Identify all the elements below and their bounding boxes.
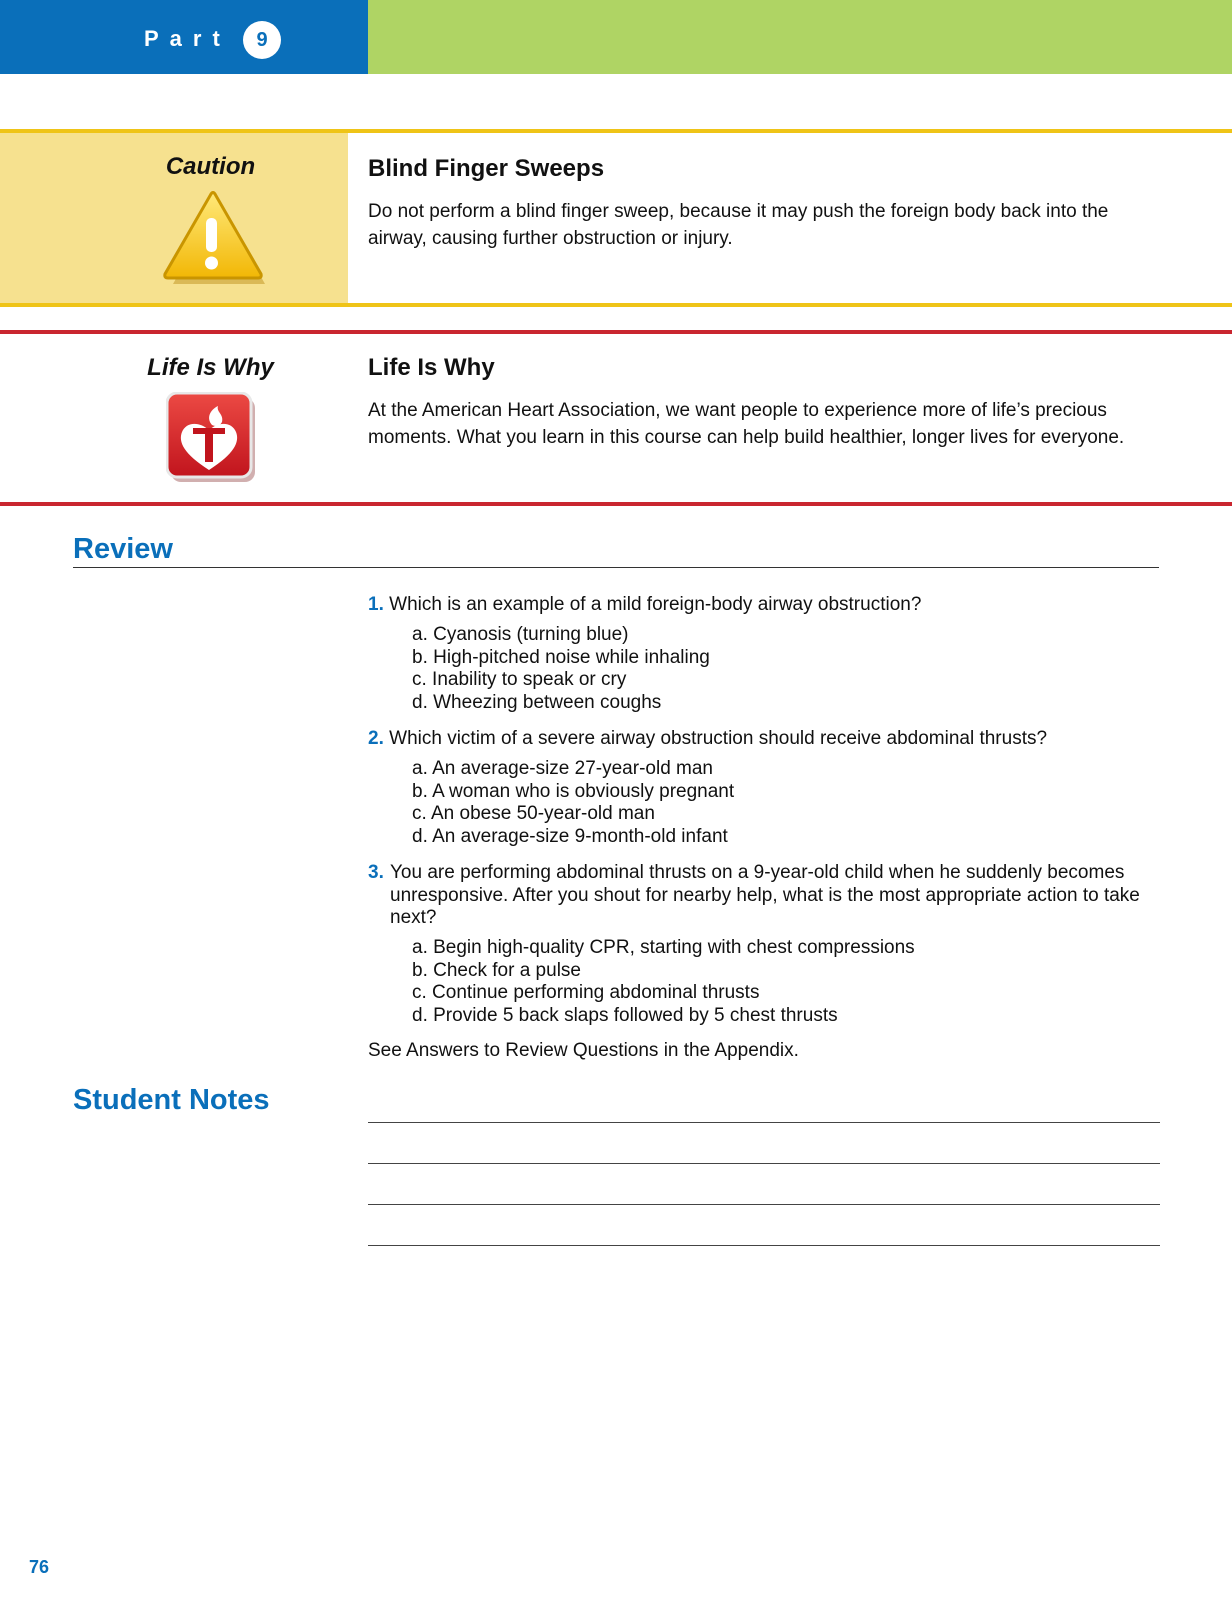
option: d. Wheezing between coughs (412, 691, 662, 713)
question-1-options (412, 624, 710, 714)
option: d. Provide 5 back slaps followed by 5 chest thrusts (412, 1004, 838, 1026)
question-2-options (412, 758, 734, 848)
option: c. An obese 50-year-old man (412, 803, 655, 824)
option: a. An average-size 27-year-old man (412, 758, 713, 779)
question-text: Which victim of a severe airway obstruction should receive abdominal thrusts? (389, 728, 1048, 749)
life-is-why-title: Life Is Why (368, 354, 495, 381)
part-label: Part (144, 26, 231, 51)
warning-triangle-icon (158, 190, 268, 288)
question-1 (368, 594, 1158, 617)
option: b. Check for a pulse (412, 959, 581, 981)
life-is-why-box (0, 330, 1232, 506)
option: a. Cyanosis (turning blue) (412, 624, 629, 645)
torch-heart-icon (166, 392, 260, 486)
header-accent-band (368, 0, 1232, 74)
option: b. High-pitched noise while inhaling (412, 646, 710, 668)
life-is-why-text: At the American Heart Association, we want people to experience more of life’s precious moments. What you learn in this course can help build healthier, longer lives for everyone. (368, 400, 1125, 448)
option: c. Inability to speak or cry (412, 669, 627, 690)
review-divider (73, 567, 1159, 568)
question-3-options (412, 937, 915, 1027)
caution-text: Do not perform a blind finger sweep, because it may push the foreign body back into the airway, causing further obstruction or injury. (368, 201, 1109, 249)
question-number: 3. (368, 862, 384, 883)
question-number: 2. (368, 728, 384, 749)
student-notes-heading: Student Notes (73, 1084, 270, 1116)
caution-title: Blind Finger Sweeps (368, 155, 605, 182)
page-number: 76 (29, 1557, 50, 1577)
question-2 (368, 728, 1158, 751)
life-is-why-label: Life Is Why (147, 354, 274, 381)
notes-line (368, 1204, 1160, 1205)
header-part-band (0, 0, 368, 74)
question-number: 1. (368, 594, 384, 615)
option: a. Begin high-quality CPR, starting with chest compressions (412, 937, 915, 958)
option: d. An average-size 9-month-old infant (412, 825, 728, 847)
option: b. A woman who is obviously pregnant (412, 780, 735, 802)
caution-label: Caution (165, 153, 256, 180)
notes-line (368, 1163, 1160, 1164)
answers-note: See Answers to Review Questions in the Appendix. (368, 1040, 799, 1061)
notes-line (368, 1122, 1160, 1123)
question-text: You are performing abdominal thrusts on a 9-year-old child when he suddenly becomes unresponsive. After you shout for nearby help, what is the most appropriate action to take next? (390, 862, 1140, 928)
part-number-badge: 9 (243, 21, 281, 59)
caution-box (0, 129, 1232, 307)
question-text: Which is an example of a mild foreign-body airway obstruction? (389, 594, 922, 615)
notes-line (368, 1245, 1160, 1246)
option: c. Continue performing abdominal thrusts (412, 982, 760, 1003)
review-heading: Review (73, 533, 173, 565)
